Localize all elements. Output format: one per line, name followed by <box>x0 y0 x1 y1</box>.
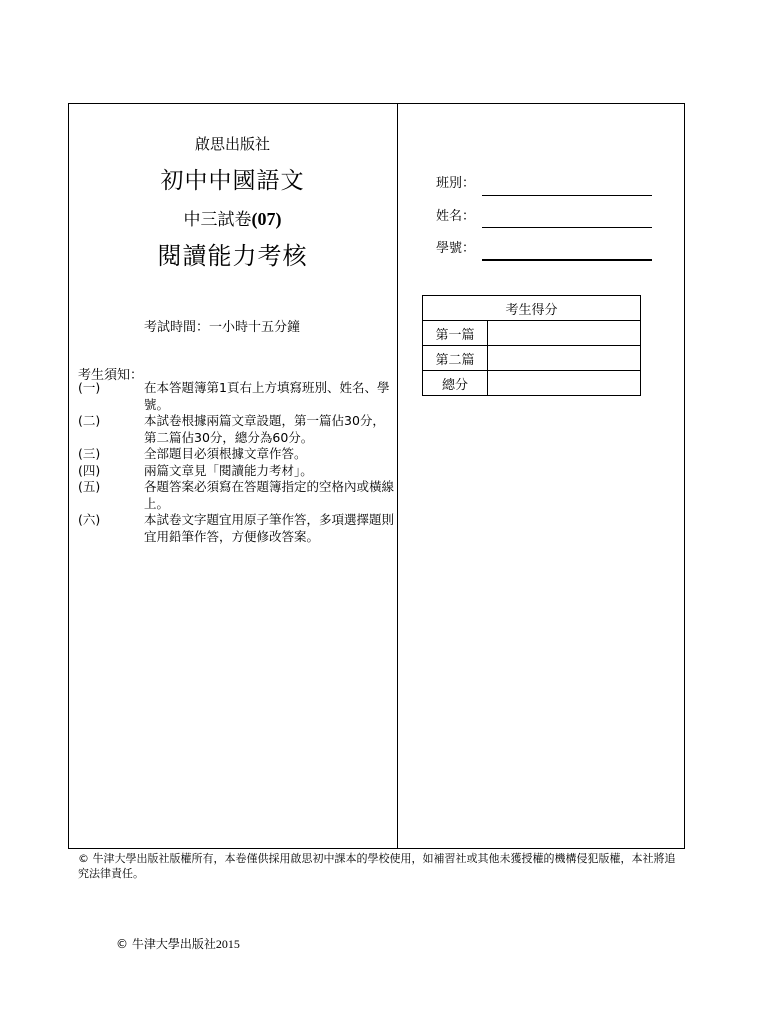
table-row <box>423 346 641 371</box>
score-cell[interactable] <box>488 321 641 346</box>
score-row-label: 第二篇 <box>423 346 488 371</box>
student-number-field-line[interactable] <box>482 259 652 261</box>
table-row <box>423 321 641 346</box>
name-label: 姓名： <box>436 209 476 224</box>
instruction-item <box>78 512 394 545</box>
paper-code: (07) <box>251 209 282 229</box>
class-label: 班別： <box>436 176 476 191</box>
score-table <box>422 295 641 396</box>
exam-time: 考試時間：一小時十五分鐘 <box>144 320 301 335</box>
instruction-text: 在本答題簿第1頁右上方填寫班別、姓名、學號。 <box>144 380 390 412</box>
copyright-line <box>116 935 240 952</box>
instruction-item <box>78 446 394 463</box>
copyright-prefix: © 牛津大學出版社 <box>116 937 216 951</box>
instruction-item <box>78 380 394 413</box>
instruction-number: (六) <box>78 512 101 527</box>
student-number-label: 學號： <box>436 241 476 256</box>
exam-title: 閱讀能力考核 <box>157 242 308 270</box>
instruction-item <box>78 479 394 512</box>
instruction-number: (一) <box>78 380 101 395</box>
score-row-label: 第一篇 <box>423 321 488 346</box>
name-field-line[interactable] <box>482 227 652 228</box>
score-cell[interactable] <box>488 371 641 396</box>
instruction-number: (五) <box>78 479 101 494</box>
instruction-text: 本試卷文字題宜用原子筆作答，多項選擇題則宜用鉛筆作答，方便修改答案。 <box>144 512 395 544</box>
publisher-name: 啟思出版社 <box>194 135 270 153</box>
score-table-header: 考生得分 <box>423 296 641 321</box>
column-divider <box>397 103 398 849</box>
instruction-item <box>78 463 394 480</box>
instruction-text: 本試卷根據兩篇文章設題，第一篇佔30分，第二篇佔30分，總分為60分。 <box>144 413 385 445</box>
instructions-title: 考生須知： <box>78 368 144 383</box>
score-row-label: 總分 <box>423 371 488 396</box>
subject-title: 初中中國語文 <box>160 168 305 194</box>
score-header-row <box>423 296 641 321</box>
instruction-text: 全部題目必須根據文章作答。 <box>144 446 307 461</box>
instruction-text: 兩篇文章見「閱讀能力考材」。 <box>144 462 313 478</box>
score-cell[interactable] <box>488 346 641 371</box>
instruction-number: (三) <box>78 446 101 461</box>
table-row <box>423 371 641 396</box>
paper-title <box>68 205 397 230</box>
copyright-notice: © 牛津大學出版社版權所有，本卷僅供採用啟思初中課本的學校使用，如補習社或其他未獲授權的機構侵犯版權，本社將追究法律責任。 <box>78 852 676 880</box>
instructions-list <box>78 380 394 545</box>
class-field-line[interactable] <box>482 195 652 196</box>
paper-prefix: 中三試卷 <box>183 210 252 230</box>
copyright-year: 2015 <box>215 937 240 951</box>
instruction-number: (二) <box>78 413 101 428</box>
instruction-text: 各題答案必須寫在答題簿指定的空格內或橫線上。 <box>144 479 395 511</box>
instruction-number: (四) <box>78 462 101 478</box>
instruction-item <box>78 413 394 446</box>
